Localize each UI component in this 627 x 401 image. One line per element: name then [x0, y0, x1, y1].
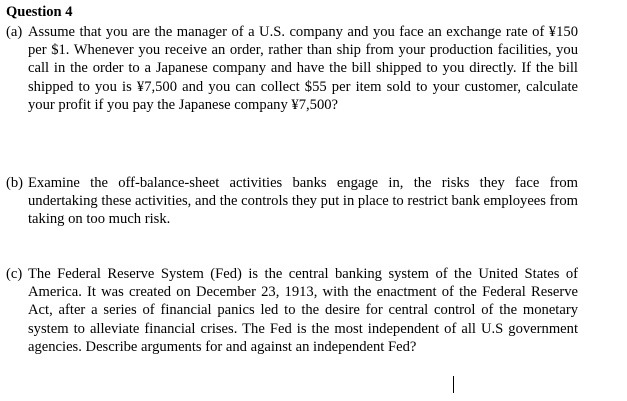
- text-cursor: [453, 376, 454, 393]
- part-c-text: The Federal Reserve System (Fed) is the central banking system of the United States of America. It was created on December 23, 1913, with the enactment of the Federal Reserve Act, after a series of financial panics led to the desire for central control of the monetary system to alleviate financial crises. The Fed is the most independent of all U.S government agencies. Describe arguments for and against an independent Fed?: [28, 266, 578, 355]
- part-c-label: (c): [6, 266, 23, 282]
- question-part-b: [6, 174, 578, 229]
- question-part-c: [6, 265, 578, 356]
- question-title: Question 4: [6, 4, 73, 20]
- part-b-text: Examine the off-balance-sheet activities banks engage in, the risks they face from undertaking these activities, and the controls they put in place to restrict bank employees from taking on too much risk.: [28, 175, 578, 228]
- part-b-label: (b): [6, 175, 24, 191]
- question-part-a: [6, 23, 578, 114]
- part-a-text: Assume that you are the manager of a U.S. company and you face an exchange rate of ¥150 per $1. Whenever you receive an order, rather than ship from your production facilities, you call in the order to a Japanese company and have the bill shipped to you directly. If the bill shipped to you is ¥7,500 and you can collect $55 per item sold to your customer, calculate your profit if you pay the Japanese company ¥7,500?: [28, 24, 578, 113]
- part-a-label: (a): [6, 24, 23, 40]
